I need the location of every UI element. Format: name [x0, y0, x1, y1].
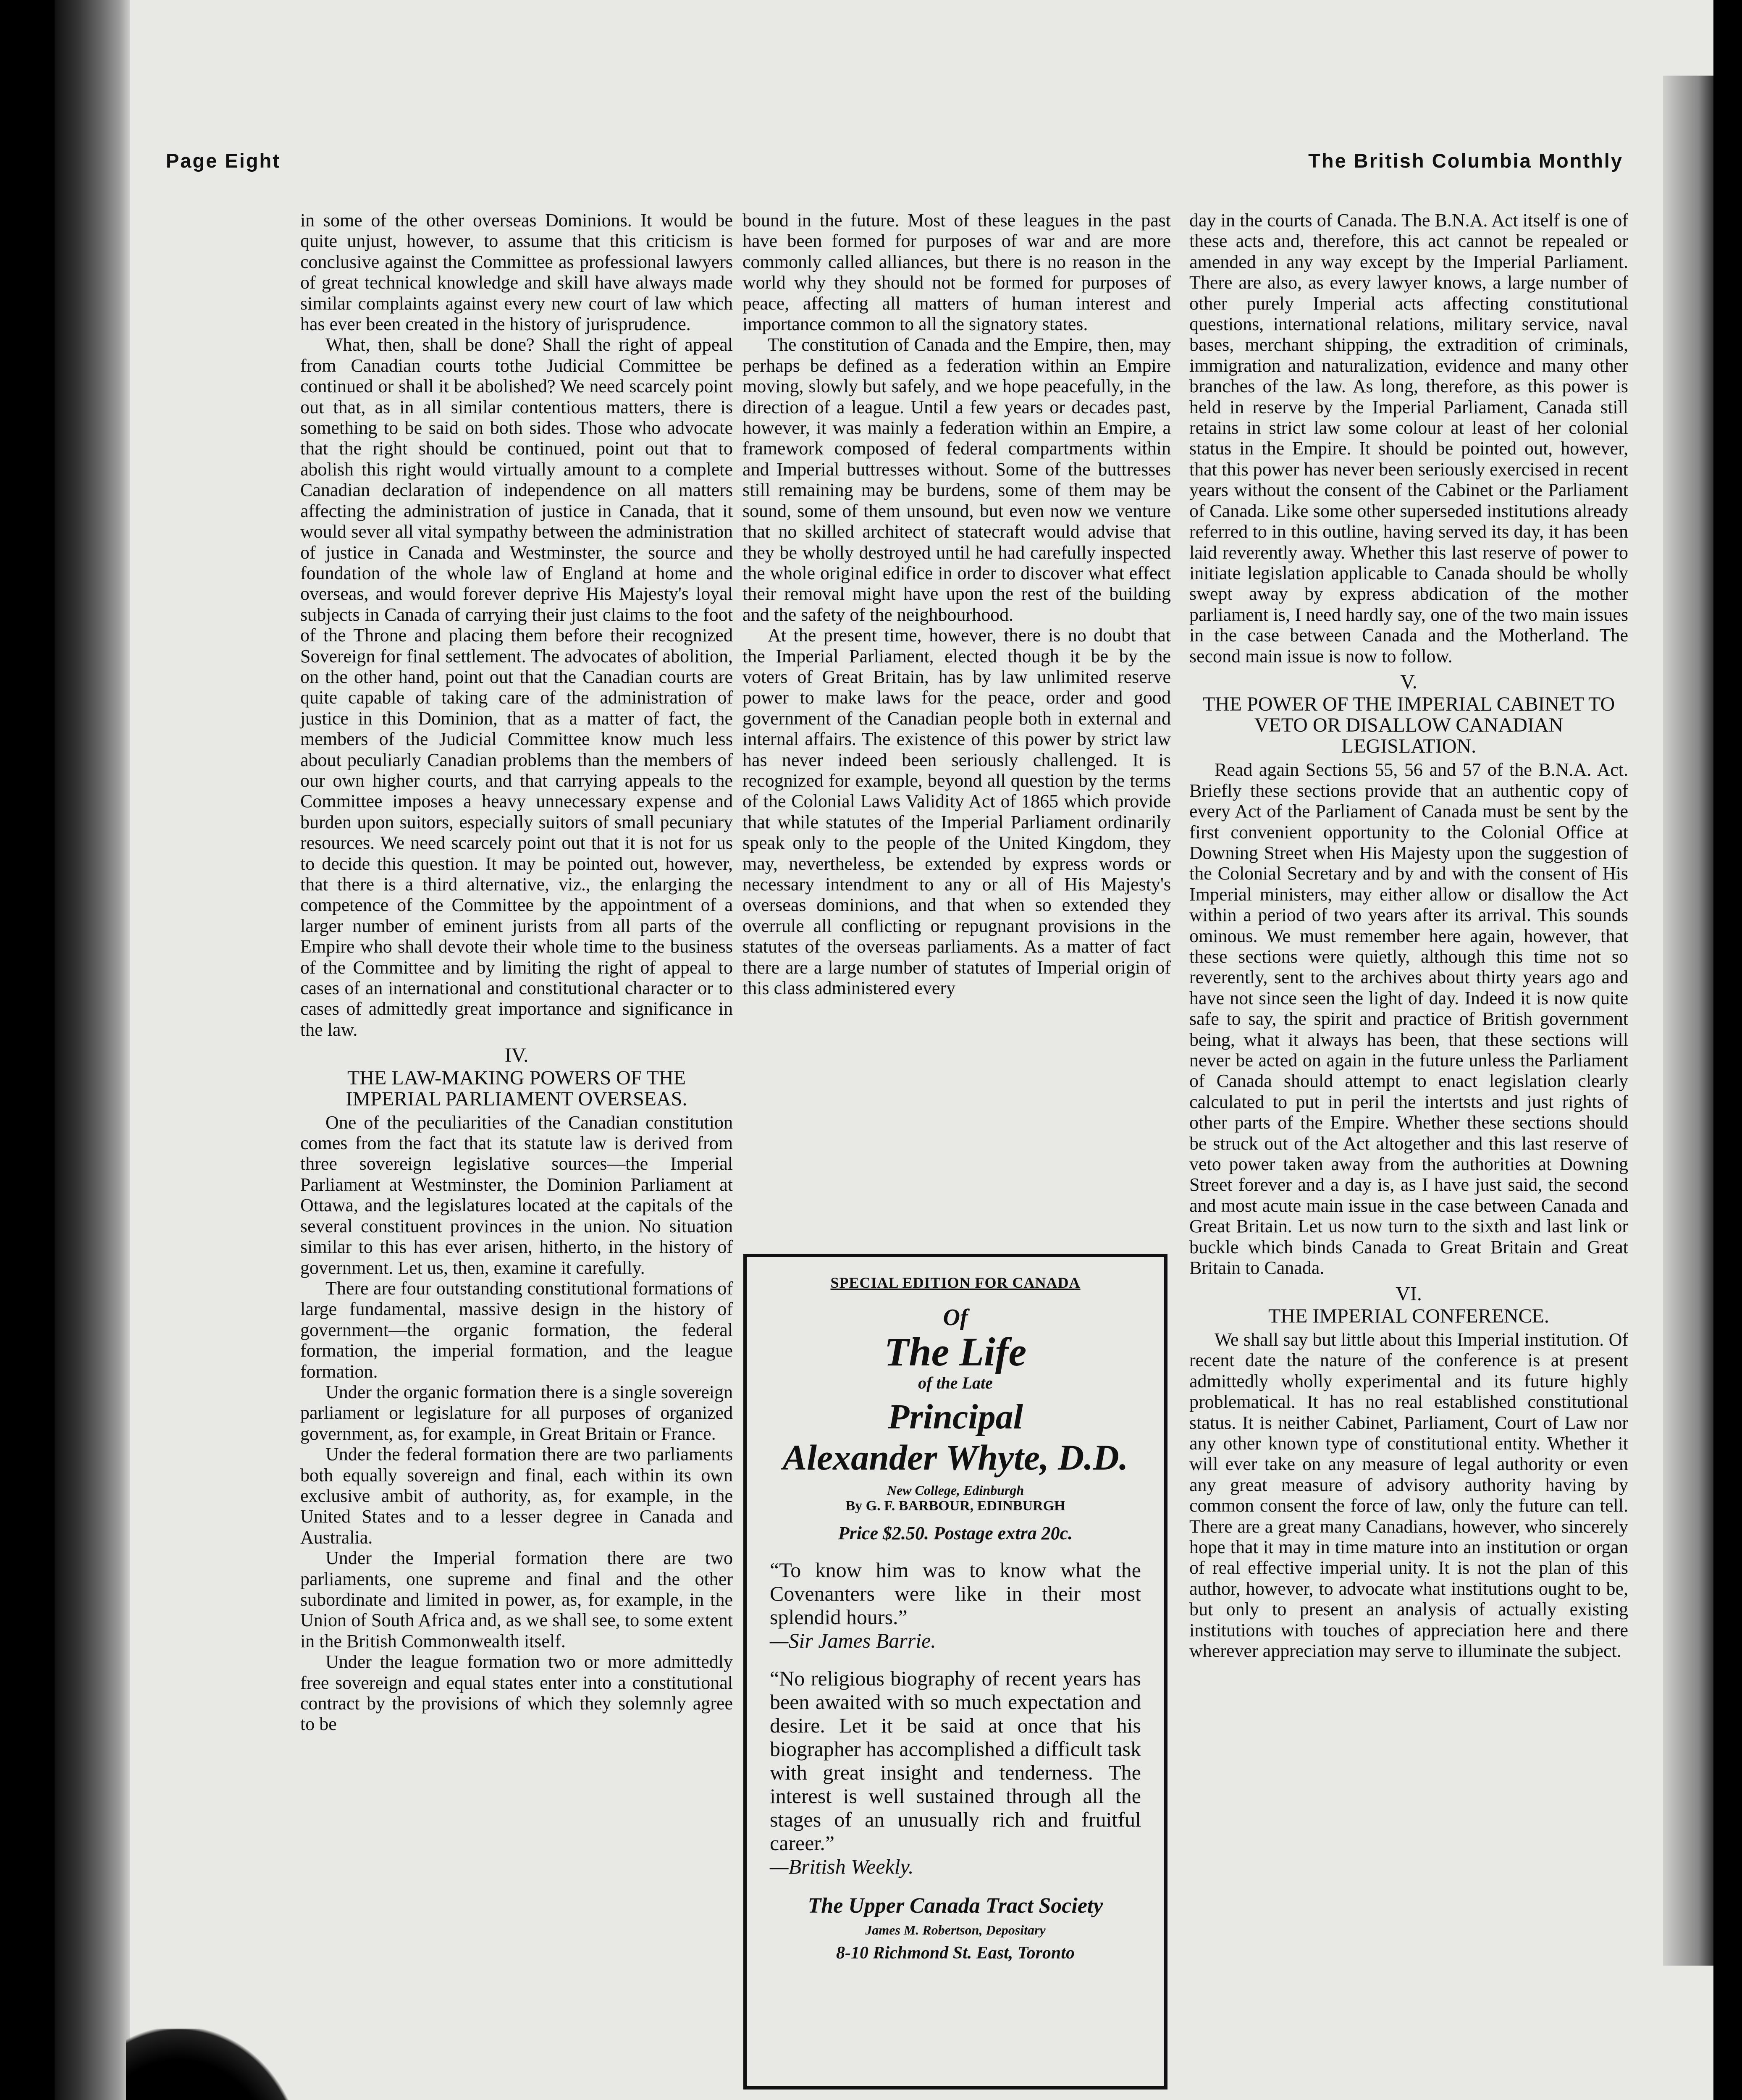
- ad-of-the-late: of the Late: [918, 1373, 993, 1392]
- paragraph: Under the league formation two or more admittedly free sovereign and equal states enter into a constitutional contract by the provisions of which they solemnly agree to be: [300, 1651, 733, 1735]
- section-numeral: V.: [1400, 670, 1417, 693]
- paragraph: day in the courts of Canada. The B.N.A. Act itself is one of these acts and, therefore, this act cannot be repealed or amended in any way except by the Imperial Parliament. There are also, as every lawyer knows, a large number of other purely Imperial acts affecting constitutional questions, international relations, military service, naval bases, merchant shipping, the extradition of criminals, immigration and naturalization, evidence and many other branches of the law. As long, therefore, as this power is held in reserve by the Imperial Parliament, Canada still retains in strict law some colour at least of her colonial status in the Empire. It should be pointed out, however, that this power has never been seriously exercised in recent years without the consent of the Cabinet or the Parliament of Canada. Like some other superseded institutions already referred to in this outline, having served its day, it has been laid reverently away. Whether this last reserve of power to initiate legislation applicable to Canada should be wholly swept away by express abdication of the mother parliament is, I need hardly say, one of the two main issues in the case between Canada and the Motherland. The second main issue is now to follow.: [1189, 210, 1628, 667]
- ad-address: 8-10 Richmond St. East, Toronto: [836, 1943, 1075, 1963]
- quote-attribution: —British Weekly.: [770, 1855, 914, 1878]
- paragraph: What, then, shall be done? Shall the right of appeal from Canadian courts tothe Judicial Committee be continued or shall it be abolished? We need scarcely point out that, as in all similar contentious matters, there is something to be said on both sides. Those who advocate that the right should be continued, point out that to abolish this right would virtually amount to a complete Canadian declaration of independence on all matters affecting the administration of justice in Canada, that it would sever all vital sympathy between the administration of justice in Canada and Westminster, the source and foundation of the whole law of England at home and overseas, and would forever deprive His Majesty's loyal subjects in Canada of carrying their just claims to the foot of the Throne and placing them before their recognized Sovereign for final settlement. The advocates of abolition, on the other hand, point out that the Canadian courts are quite capable of taking care of the administration of justice in this Dominion, that as a matter of fact, the members of the Judicial Committee know much less about peculiarly Canadian problems than the members of our own higher courts, and that carrying appeals to the Committee imposes a heavy unnecessary expense and burden upon suitors, especially suitors of small pecuniary resources. We need scarcely point out that it is not for us to decide this question. It may be pointed out, however, that there is a third alternative, viz., the enlarging the competence of the Committee by the appointment of a larger number of eminent jurists from all parts of the Empire who shall devote their whole time to the business of the Committee and by limiting the right of appeal to cases of an international and constitutional character or to cases of admittedly great importance and significance in the law.: [300, 334, 733, 1040]
- page-header: [166, 149, 1623, 183]
- paragraph: We shall say but little about this Imperial institution. Of recent date the nature of the conference is at present admittedly wholly experimental and its future highly problematical. It has no real established constitutional status. It is neither Cabinet, Parliament, Court of Law nor any other known type of constitutional entity. Whether it will ever take on any measure of legal authority or even any great measure of advisory authority having by common consent the force of law, only the future can tell. There are a great many Canadians, however, who sincerely hope that it may in time mature into an institution or organ of real effective imperial unity. It is not the plan of this author, however, to advocate what institutions ought to be, but only to present an analysis of actually existing institutions with touches of appreciation here and there wherever appreciation may serve to illuminate the subject.: [1189, 1329, 1628, 1661]
- section-title: THE LAW-MAKING POWERS OF THE IMPERIAL PARLIAMENT OVERSEAS.: [346, 1066, 687, 1110]
- paragraph: Under the federal formation there are two parliaments both equally sovereign and final, each within its own exclusive ambit of authority, as, for example, in the United States and to a lesser degree in Canada and Australia.: [300, 1444, 733, 1548]
- page-edge: [1663, 76, 1713, 1966]
- paragraph: Read again Sections 55, 56 and 57 of the B.N.A. Act. Briefly these sections provide that an authentic copy of every Act of the Parliament of Canada must be sent by the first convenient opportunity to the Colonial Office at Downing Street when His Majesty upon the suggestion of the Colonial Secretary and by and with the consent of His Imperial ministers, may either allow or disallow the Act within a period of two years after its arrival. This sounds ominous. We must remember here again, however, that these sections were quietly, although this time not so reverently, sent to the archives about thirty years ago and have not since seen the light of day. Indeed it is now quite safe to say, the spirit and practice of British government being, what it always has been, that these sections will never be acted on again in the future unless the Parliament of Canada should attempt to enact legislation clearly calculated to put in peril the intertsts and just rights of other parts of the Empire. Whether these sections should be struck out of the Act altogether and this last reserve of veto power taken away from the authorities at Downing Street forever and a day is, as I have just said, the second and most acute main issue in the case between Canada and Great Britain. Let us now turn to the sixth and last link or buckle which binds Canada to Great Britain and Great Britain to Canada.: [1189, 759, 1628, 1278]
- quote-text: “To know him was to know what the Covenanters were like in their most splendid hours.”: [770, 1558, 1141, 1629]
- ad-author: By G. F. BARBOUR, EDINBURGH: [845, 1498, 1065, 1514]
- paragraph: in some of the other overseas Dominions. It would be quite unjust, however, to assume that this criticism is conclusive against the Committee as professional lawyers of great technical knowledge and skill have always made similar complaints against every new court of law which has ever been created in the history of jurisprudence.: [300, 210, 733, 335]
- paragraph: Under the Imperial formation there are two parliaments, one supreme and final and the other subordinate and limited in power, as, for example, in the Union of South Africa and, as we shall see, to some extent in the British Commonwealth itself.: [300, 1548, 733, 1651]
- ad-quote-barrie: [747, 1558, 1164, 1652]
- paragraph: At the present time, however, there is no doubt that the Imperial Parliament, elected though it be by the voters of Great Britain, has by law unlimited reserve power to make laws for the peace, order and good government of the Canadian people both in external and internal affairs. The existence of this power by strict law has never indeed been seriously challenged. It is recognized for example, beyond all question by the terms of the Colonial Laws Validity Act of 1865 which provide that while statutes of the Imperial Parliament ordinarily speak only to the people of the United Kingdom, they may, nevertheless, be extended by express words or necessary intendment to any or all of His Majesty's overseas dominions, and that when so extended they overrule all conflicting or repugnant provisions in the statutes of the overseas parliaments. As a matter of fact there are a large number of statutes of Imperial origin of this class administered every: [742, 625, 1171, 999]
- paragraph: The constitution of Canada and the Empire, then, may perhaps be defined as a federation within an Empire moving, slowly but safely, and we hope peacefully, in the direction of a league. Until a few years or decades past, however, it was mainly a federation within an Empire, a framework composed of federal compartments within and Imperial buttresses without. Some of the buttresses still remaining may be burdens, some of them may be sound, some of them unsound, but even now we venture that no skilled architect of statecraft would advise that they be wholly destroyed until he had carefully inspected the whole original edifice in order to discover what effect their removal might have upon the rest of the building and the safety of the neighbourhood.: [742, 334, 1171, 625]
- magazine-title: The British Columbia Monthly: [1308, 150, 1623, 172]
- paragraph: bound in the future. Most of these leagues in the past have been formed for purposes of war and are more commonly called alliances, but there is no reason in the world why they should not be formed for purposes of peace, affecting all matters of human interest and importance common to all the signatory states.: [742, 210, 1171, 335]
- column-2: [742, 210, 1171, 998]
- section-numeral: IV.: [504, 1044, 529, 1067]
- quote-text: “No religious biography of recent years has been awaited with so much expectation and desire. Let it be said at once that his biographer has accomplished a difficult task with great insight and tenderness. The interest is well sustained through all the stages of an unusually rich and fruitful career.”: [770, 1667, 1141, 1855]
- section-title: THE POWER OF THE IMPERIAL CABINET TO VETO OR DISALLOW CANADIAN LEGISLATION.: [1202, 693, 1615, 758]
- column-1: [300, 210, 733, 1735]
- quote-attribution: —Sir James Barrie.: [770, 1629, 936, 1652]
- book-binding: [55, 0, 130, 2100]
- paragraph: Under the organic formation there is a single sovereign parliament or legislature for all purposes of organized government, as, for example, in Great Britain or France.: [300, 1381, 733, 1444]
- paragraph: There are four outstanding constitutional formations of large fundamental, massive design in the history of government—the organic formation, the federal formation, the imperial formation, and the league formation.: [300, 1278, 733, 1382]
- ad-of: Of: [943, 1305, 968, 1331]
- column-3: [1189, 210, 1628, 1661]
- ad-publisher: The Upper Canada Tract Society: [808, 1894, 1103, 1918]
- ad-quote-weekly: [747, 1667, 1164, 1878]
- ad-principal: Principal: [887, 1397, 1023, 1436]
- ad-depositary: James M. Robertson, Depositary: [865, 1922, 1046, 1937]
- page-number-label: Page Eight: [166, 150, 281, 172]
- section-title: THE IMPERIAL CONFERENCE.: [1268, 1305, 1549, 1327]
- ad-college: New College, Edinburgh: [887, 1483, 1024, 1498]
- scanner-thumb-shadow: [126, 2029, 302, 2100]
- ad-subject-name: Alexander Whyte, D.D.: [782, 1437, 1128, 1478]
- paragraph: One of the peculiarities of the Canadian constitution comes from the fact that its statute law is derived from three sovereign legislative sources—the Imperial Parliament at Westminster, the Dominion Parliament at Ottawa, and the legislatures located at the capitals of the several constituent provinces in the union. No situation similar to this has ever arisen, hitherto, in the history of government. Let us, then, examine it carefully.: [300, 1112, 733, 1278]
- ad-book-title: The Life: [884, 1329, 1027, 1374]
- ad-headline: SPECIAL EDITION FOR CANADA: [830, 1274, 1081, 1291]
- ad-price: Price $2.50. Postage extra 20c.: [838, 1523, 1073, 1544]
- book-advertisement: [743, 1254, 1167, 2090]
- section-numeral: VI.: [1396, 1282, 1422, 1305]
